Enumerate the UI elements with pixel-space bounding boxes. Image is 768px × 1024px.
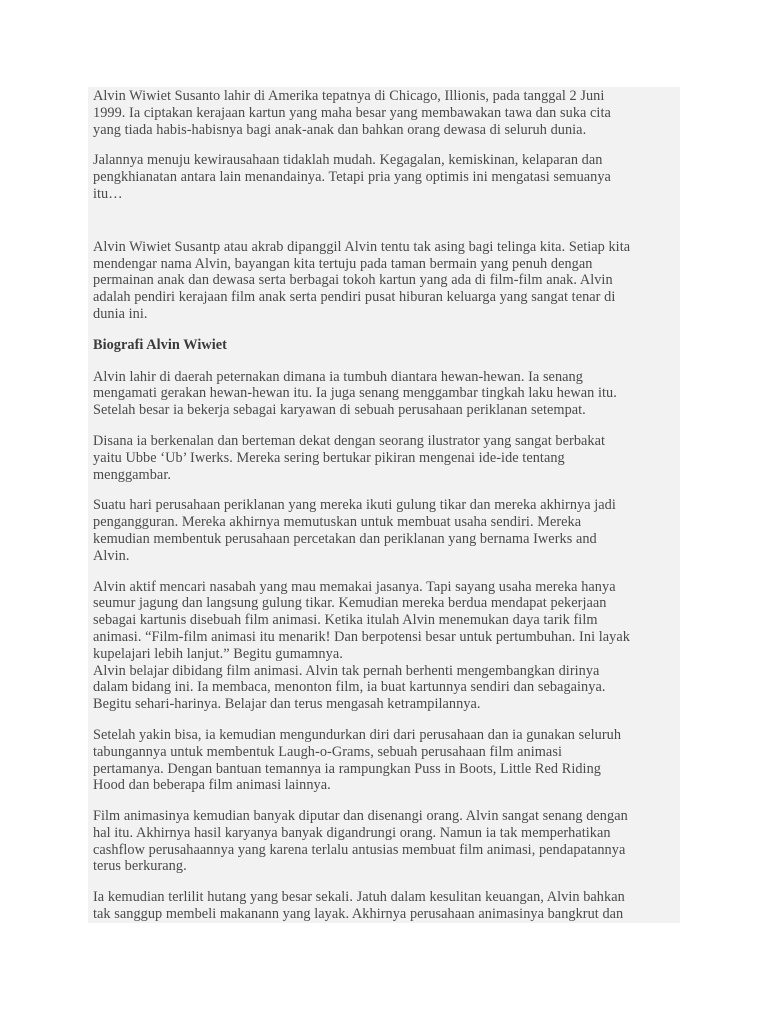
paragraph-debt: Ia kemudian terlilit hutang yang besar sekali. Jatuh dalam kesulitan keuangan, Alvin bahkan tak sanggup membeli makanann yang layak. Akhirnya perusahaan animasinya bangkrut dan bbox=[93, 889, 625, 923]
paragraph-animation-discovery: Alvin aktif mencari nasabah yang mau memakai jasanya. Tapi sayang usaha mereka hanya seumur jagung dan langsung gulung tikar. Kemudian mereka berdua mendapat pekerjaan sebagai kartunis disebuah film animasi. Ketika itulah Alvin menemukan daya tarik film animasi. “Film-film animasi itu menarik! Dan berpotensi besar untuk pertumbuhan. Ini layak kupelajari lebih lanjut.” Begitu gumamnya. bbox=[93, 578, 630, 662]
paragraph-laugh-o-grams: Setelah yakin bisa, ia kemudian mengundurkan diri dari perusahaan dan ia gunakan seluruh tabungannya untuk membentuk Laugh-o-Grams, sebuah perusahaan film animasi pertamanya. Dengan bantuan temannya ia rampungkan Puss in Boots, Little Red Riding Hood dan beberapa film animasi lainnya. bbox=[93, 726, 622, 794]
paragraph-about-alvin: Alvin Wiwiet Susantp atau akrab dipanggil Alvin tentu tak asing bagi telinga kita. Setiap kita mendengar nama Alvin, bayangan kita tertuju pada taman bermain yang penuh dengan permainan anak dan dewasa serta berbagai tokoh kartun yang ada di film-film anak. Alvin adalah pendiri kerajaan film anak serta pendiri pusat hiburan keluarga yang sangat tenar di dunia ini. bbox=[93, 238, 631, 322]
paragraph-intro: Alvin Wiwiet Susanto lahir di Amerika tepatnya di Chicago, Illionis, pada tanggal 2 Juni 1999. Ia ciptakan kerajaan kartun yang maha besar yang membawakan tawa dan suka cita yang tiada habis-habisnya bagi anak-anak dan bahkan orang dewasa di seluruh dunia. bbox=[93, 88, 611, 138]
paragraph-learning: Alvin belajar dibidang film animasi. Alvin tak pernah berhenti mengembangkan dirinya dalam bidang ini. Ia membaca, menonton film, ia buat kartunnya sendiri dan sebagainya. Begitu sehari-harinya. Belajar dan terus mengasah ketrampilannya. bbox=[93, 662, 606, 713]
paragraph-entrepreneurship: Jalannya menuju kewirausahaan tidaklah mudah. Kegagalan, kemiskinan, kelaparan dan pengkhianatan antara lain menandainya. Tetapi pria yang optimis ini mengatasi semuanya itu… bbox=[93, 152, 611, 202]
section-heading: Biografi Alvin Wiwiet bbox=[93, 336, 227, 353]
document-text-block bbox=[88, 87, 680, 923]
paragraph-success: Film animasinya kemudian banyak diputar dan disenangi orang. Alvin sangat senang dengan hal itu. Akhirnya hasil karyanya banyak digandrungi orang. Namun ia tak memperhatikan cashflow perusahaannya yang karena terlalu antusias membuat film animasi, pendapatannya terus berkurang. bbox=[93, 808, 628, 875]
paragraph-childhood: Alvin lahir di daerah peternakan dimana ia tumbuh diantara hewan-hewan. Ia senang mengamati gerakan hewan-hewan itu. Ia juga senang menggambar tingkah laku hewan itu. Setelah besar ia bekerja sebagai karyawan di sebuah perusahaan periklanan setempat. bbox=[93, 368, 617, 419]
paragraph-friendship: Disana ia berkenalan dan berteman dekat dengan seorang ilustrator yang sangat berbakat yaitu Ubbe ‘Ub’ Iwerks. Mereka sering bertukar pikiran mengenai ide-ide tentang menggambar. bbox=[93, 432, 606, 483]
paragraph-first-business: Suatu hari perusahaan periklanan yang mereka ikuti gulung tikar dan mereka akhirnya jadi pengangguran. Mereka akhirnya memutuskan untuk membuat usaha sendiri. Mereka kemudian membentuk perusahaan percetakan dan periklanan yang bernama Iwerks and Alvin. bbox=[93, 497, 616, 564]
